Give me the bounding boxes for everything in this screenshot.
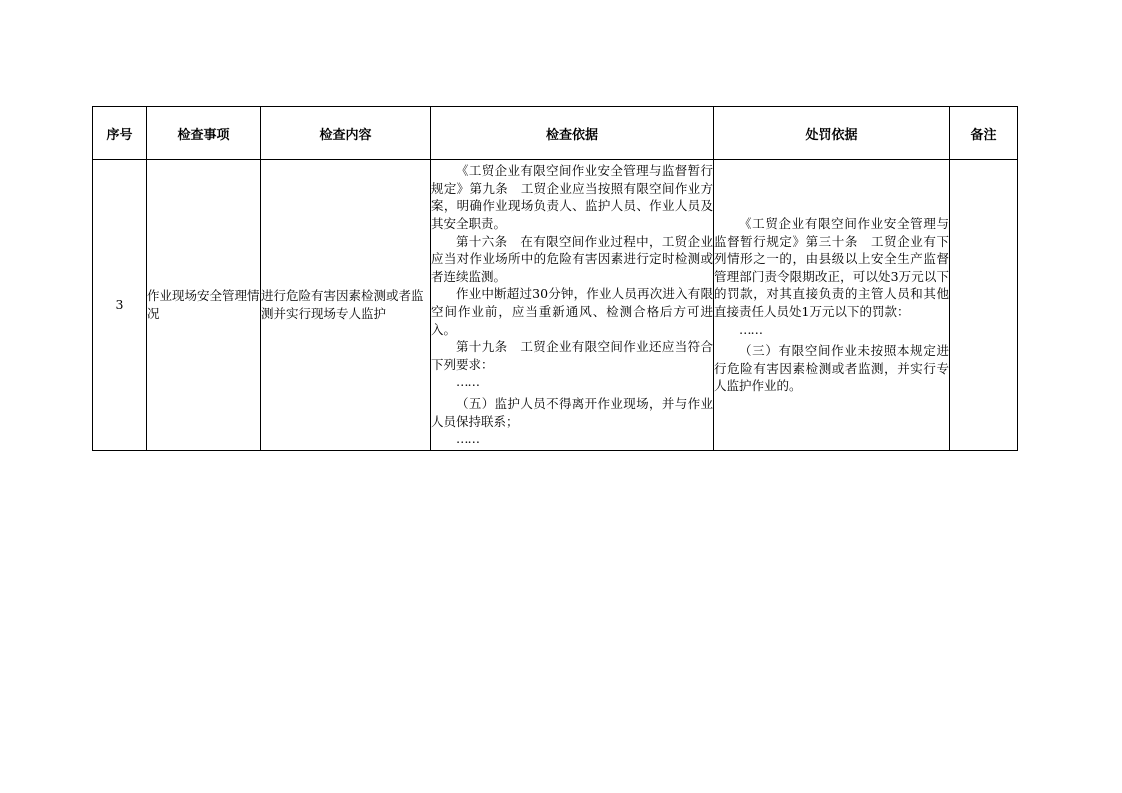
header-penalty: 处罚依据 (714, 107, 950, 160)
header-remarks: 备注 (950, 107, 1018, 160)
header-row (93, 107, 1018, 160)
basis-paragraph: 第十九条 工贸企业有限空间作业还应当符合下列要求： (431, 339, 713, 372)
cell-basis (431, 160, 714, 451)
cell-no: 3 (93, 160, 147, 451)
header-basis: 检查依据 (431, 107, 714, 160)
cell-penalty (714, 160, 950, 451)
penalty-ellipsis: …… (739, 321, 762, 337)
header-no: 序号 (93, 107, 147, 160)
table-row (93, 160, 1018, 451)
basis-ellipsis: …… (456, 374, 479, 390)
basis-ellipsis: …… (456, 431, 479, 447)
header-content: 检查内容 (261, 107, 431, 160)
basis-paragraph: 《工贸企业有限空间作业安全管理与监督暂行规定》第九条 工贸企业应当按照有限空间作业方案，明确作业现场负责人、监护人员、作业人员及其安全职责。 (431, 163, 713, 232)
penalty-paragraph: 《工贸企业有限空间作业安全管理与监督暂行规定》第三十条 工贸企业有下列情形之一的，由县级以上安全生产监督管理部门责令限期改正，可以处3万元以下的罚款，对其直接负责的主管人员和其他直接责任人员处1万元以下的罚款： (714, 216, 949, 319)
inspection-table (92, 106, 1018, 451)
cell-content: 进行危险有害因素检测或者监测并实行现场专人监护 (261, 160, 431, 451)
basis-paragraph: 第十六条 在有限空间作业过程中，工贸企业应当对作业场所中的危险有害因素进行定时检测或者连续监测。 (431, 233, 713, 284)
cell-remarks (950, 160, 1018, 451)
cell-item: 作业现场安全管理情况 (147, 160, 261, 451)
penalty-paragraph: （三）有限空间作业未按照本规定进行危险有害因素检测或者监测，并实行专人监护作业的。 (714, 343, 949, 394)
basis-paragraph: （五）监护人员不得离开作业现场，并与作业人员保持联系； (431, 395, 713, 429)
header-item: 检查事项 (147, 107, 261, 160)
basis-paragraph: 作业中断超过30分钟，作业人员再次进入有限空间作业前，应当重新通风、检测合格后方可进入。 (431, 286, 713, 337)
